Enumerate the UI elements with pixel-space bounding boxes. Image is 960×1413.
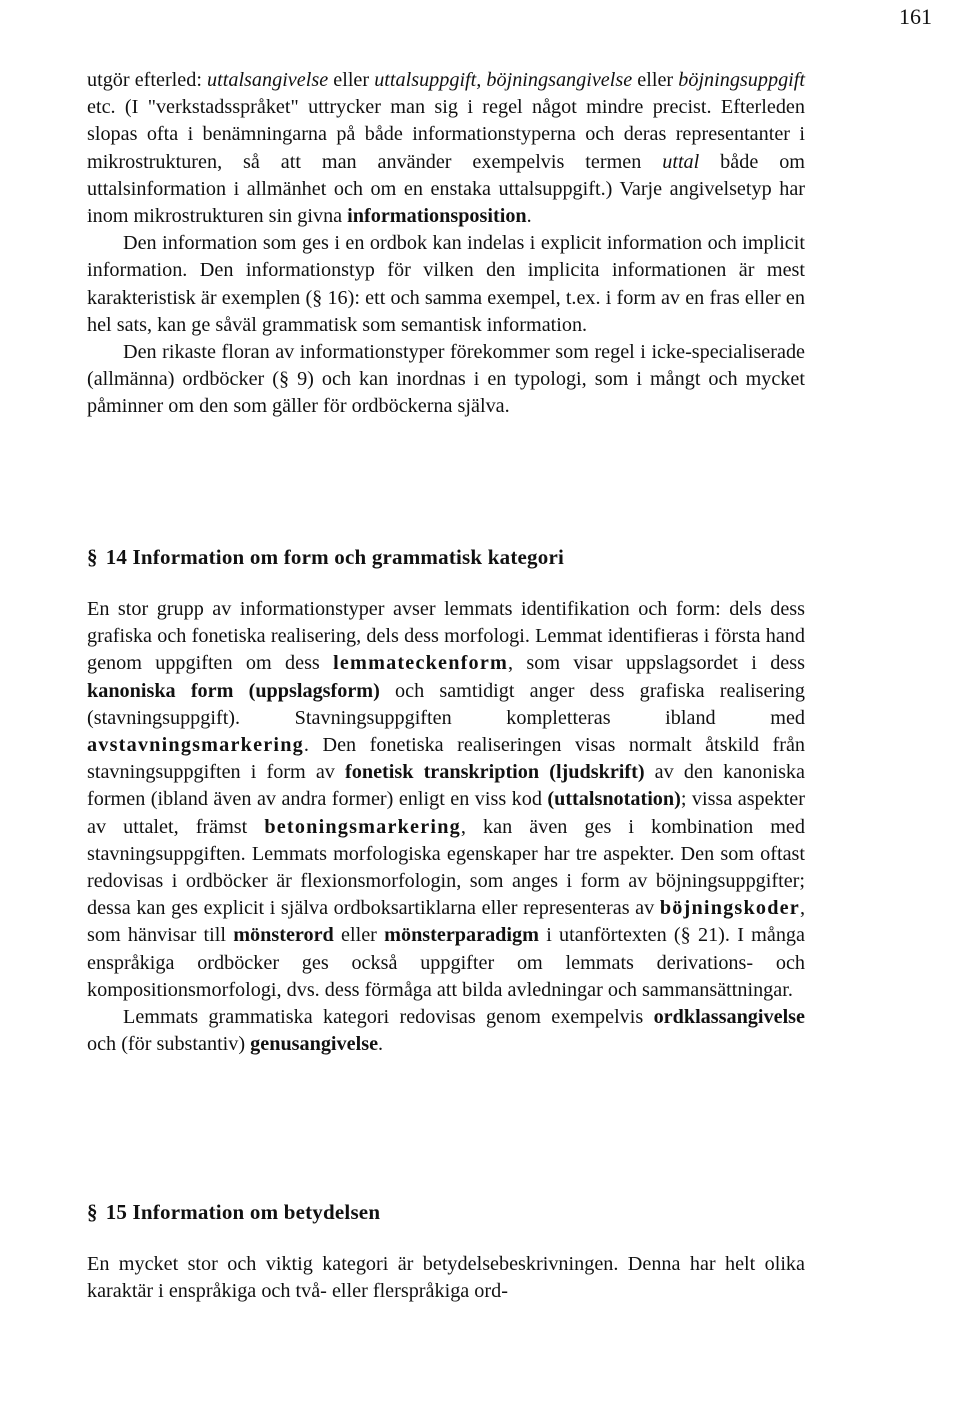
paragraph-6: En mycket stor och viktig kategori är betydelsebeskrivningen. Denna har helt olika karaktär i enspråkiga och två- eller flerspråkiga ord- [87,1253,805,1303]
term-monsterparadigm: mönsterparadigm [384,924,539,947]
text-block-intro [87,67,805,421]
term-ordklassangivelse: ordklassangivelse [653,1006,805,1029]
term-monsterord: mönsterord [233,924,334,947]
term-lemmateckenform: lemmateckenform [333,652,509,675]
section-mark: § [87,545,98,569]
term-uttalsnotation: (uttalsnotation) [547,788,681,811]
text-block-section-14 [87,596,805,1058]
term-informationsposition: informationsposition [347,205,527,228]
term-genusangivelse: genusangivelse [250,1033,379,1056]
paragraph-2: Den information som ges i en ordbok kan indelas i explicit information och implicit information. Den informationstyp för vilken den implicita informationen är mest karakteristisk är exemplen (§ 16): ett och samma exempel, t.ex. i form av en fras eller en hel sats, kan ge såväl grammatisk som semantisk information. [87,232,805,336]
section-15-title: 15 Information om betydelsen [105,1200,381,1224]
term-kanoniska-form: kanoniska form (uppslagsform) [87,679,380,702]
term-fonetisk-transkription: fonetisk transkription (ljudskrift) [345,761,645,784]
term-bojningskoder: böjningskoder [659,897,800,920]
text-block-section-15 [87,1251,805,1305]
paragraph-3: Den rikaste floran av informationstyper förekommer som regel i icke-specialiserade (allmänna) ordböcker (§ 9) och kan inordnas i en typologi, som i mångt och mycket påminner om den som gäller för ordböckerna själva. [87,341,805,418]
paragraph-5: Lemmats grammatiska kategori redovisas genom exempelvis ordklassangivelse och (för substantiv) genusangivelse. [87,1006,805,1056]
section-14-title: 14 Information om form och grammatisk kategori [105,545,565,569]
term-avstavningsmarkering: avstavningsmarkering [87,734,304,757]
term-betoningsmarkering: betoningsmarkering [264,815,461,838]
section-14-heading [87,543,805,571]
section-mark: § [87,1200,98,1224]
section-15-heading [87,1198,805,1226]
paragraph-4: En stor grupp av informationstyper avser lemmats identifikation och form: dels dess grafiska och fonetiska realisering, dels dess morfologi. Lemmat identifieras i första hand genom uppgiften om dess lemmateckenform, som visar uppslagsordet i dess kanoniska form (uppslagsform) och samtidigt anger dess grafiska realisering (stavningsuppgift). Stavningsuppgiften kompletteras ibland med avstavningsmarkering. Den fonetiska realiseringen visas normalt åtskild från stavningsuppgiften i form av fonetisk transkription (ljudskrift) av den kanoniska formen (ibland även av andra former) enligt en viss kod (uttalsnotation); vissa aspekter av uttalet, främst betoningsmarkering, kan även ges i kombination med stavningsuppgiften. Lemmats morfologiska egenskaper har tre aspekter. Den som oftast redovisas i ordböcker är flexionsmorfologin, som anges i form av böjningsuppgifter; dessa kan ges explicit i själva ordboksartiklarna eller representeras av böjningskoder, som hänvisar till mönsterord eller mönsterparadigm i utanförtexten (§ 21). I många enspråkiga ordböcker ges också uppgifter om lemmats derivations- och kompositionsmorfologi, dvs. dess förmåga att bilda avledningar och sammansättningar. [87,598,805,1001]
page-number: 161 [899,4,932,29]
paragraph-1: utgör efterled: uttalsangivelse eller uttalsuppgift, böjningsangivelse eller böjningsuppgift etc. (I "verkstadsspråket" uttrycker man sig i regel något mindre precist. Efterleden slopas ofta i benämningarna på både informationstyperna och deras representanter i mikrostrukturen, så att man använder exempelvis termen uttal både om uttalsinformation i allmänhet och om en enstaka uttalsuppgift.) Varje angivelsetyp har inom mikrostrukturen sin givna informationsposition. [87,69,805,228]
